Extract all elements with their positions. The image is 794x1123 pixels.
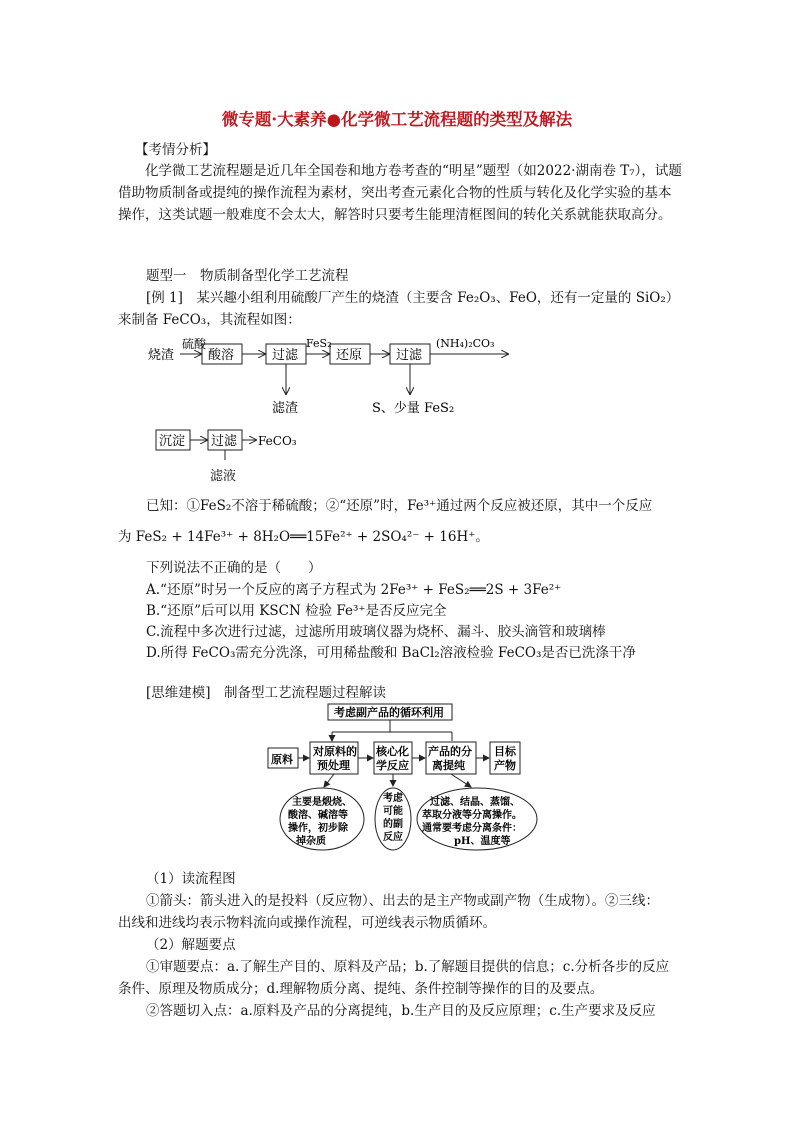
- target-product-box-line1: 目标: [494, 745, 516, 758]
- raw-material-box: 原料: [271, 753, 293, 766]
- separation-note-1: 过滤、结晶、蒸馏、: [430, 797, 520, 808]
- side-reaction-note-3: 的副: [383, 819, 403, 830]
- example1-line1: [例 1] 某兴趣小组利用硫酸厂产生的烧渣（主要含 Fe₂O₃、FeO，还有一定量的 SiO₂）: [146, 290, 680, 306]
- core-reaction-box-line2: 学反应: [376, 759, 409, 772]
- flow-reagent-ammonium-carbonate: (NH₄)₂CO₃: [436, 337, 495, 350]
- target-product-box-line2: 产物: [494, 759, 516, 772]
- analysis-paragraph: 化学微工艺流程题是近几年全国卷和地方卷考查的“明星”题型（如2022·湖南卷 T₇），试题借助物质制备或提纯的操作流程为素材，突出考查元素化合物的性质与转化及化学实验的基本操作，这类试题一般难度不会太大，解答时只要考生能理清框图间的转化关系就能获取高分。: [118, 163, 682, 223]
- flow-start-label: 烧渣: [148, 348, 175, 363]
- thinking-model-diagram: [262, 702, 552, 862]
- pretreatment-box-line1: 对原料的: [313, 745, 357, 758]
- option-d[interactable]: D.所得 FeCO₃需充分洗涤，可用稀盐酸和 BaCl₂溶液检验 FeCO₃是否已洗涤干净: [146, 645, 636, 661]
- model-heading: [思维建模] 制备型工艺流程题过程解读: [146, 685, 387, 701]
- solve-point-1b: 条件、原理及物质成分；d.理解物质分离、提纯、条件控制等操作的目的及要点。: [118, 981, 604, 997]
- solve-heading: （2）解题要点: [146, 937, 236, 953]
- question: 下列说法不正确的是（ ）: [146, 560, 322, 576]
- example1-line2: 来制备 FeCO₃，其流程如图：: [118, 312, 301, 328]
- flow-reagent-sulfuric: 硫酸: [182, 337, 207, 351]
- recycle-byproduct-label: 考虑副产品的循环利用: [334, 706, 444, 719]
- flow-reagent-fes2: FeS₂: [306, 337, 332, 350]
- known-line2: 为 FeS₂ + 14Fe³⁺ + 8H₂O══15Fe²⁺ + 2SO₄²⁻ + 16H⁺。: [118, 529, 489, 545]
- separation-note-3: 通常要考虑分离条件：: [422, 823, 522, 834]
- read-heading: （1）读流程图: [146, 871, 236, 887]
- flow-box-precipitate: 沉淀: [159, 434, 186, 449]
- solve-point-1a: ①审题要点：a.了解生产目的、原料及产品；b.了解题目提供的信息；c.分析各步的反应: [146, 959, 670, 975]
- separation-box-line2: 离提纯: [432, 759, 465, 772]
- pretreatment-note-4: 掉杂质: [296, 836, 326, 847]
- flow-box-filter-1: 过滤: [272, 348, 299, 363]
- read-text-2: 出线和进线均表示物料流向或操作流程，可逆线表示物质循环。: [118, 915, 496, 931]
- option-c[interactable]: C.流程中多次进行过滤，过滤所用玻璃仪器为烧杯、漏斗、胶头滴管和玻璃棒: [146, 624, 606, 640]
- page-title: 微专题·大素养●化学微工艺流程题的类型及解法: [221, 110, 573, 129]
- side-reaction-note-2: 可能: [383, 806, 403, 817]
- core-reaction-box-line1: 核心化: [376, 745, 409, 758]
- flow-output-residue: 滤渣: [272, 401, 299, 416]
- read-text-1: ①箭头：箭头进入的是投料（反应物）、出去的是主产物或副产物（生成物）。②三线：: [146, 893, 659, 909]
- side-reaction-note-4: 反应: [383, 832, 403, 843]
- solve-point-2a: ②答题切入点：a.原料及产品的分离提纯，b.生产目的及反应原理；c.生产要求及反应: [146, 1003, 656, 1019]
- separation-note-4: pH、温度等: [454, 836, 511, 847]
- separation-note-2: 萃取分液等分离操作。: [422, 810, 522, 821]
- flow-box-reduce: 还原: [336, 348, 363, 363]
- type1-heading: 题型一 物质制备型化学工艺流程: [146, 268, 349, 284]
- pretreatment-note-1: 主要是煅烧、: [292, 797, 352, 808]
- flow-box-filter-3: 过滤: [211, 434, 238, 449]
- pretreatment-box-line2: 预处理: [317, 759, 350, 772]
- flow-output-filtrate: 滤液: [210, 469, 237, 484]
- side-reaction-note-1: 考虑: [383, 793, 403, 804]
- flow-box-filter-2: 过滤: [396, 348, 423, 363]
- pretreatment-note-2: 酸溶、碱溶等: [288, 810, 348, 821]
- option-b[interactable]: B.“还原”后可以用 KSCN 检验 Fe³⁺是否反应完全: [146, 603, 447, 619]
- flow-box-acid-dissolve: 酸溶: [208, 348, 235, 363]
- process-flow-diagram: [140, 328, 540, 470]
- option-a[interactable]: A.“还原”时另一个反应的离子方程式为 2Fe³⁺ + FeS₂══2S + 3Fe²⁺: [146, 582, 562, 598]
- separation-box-line1: 产品的分: [428, 745, 472, 758]
- pretreatment-note-3: 操作，初步除: [288, 823, 348, 834]
- flow-product-feco3: FeCO₃: [258, 434, 297, 448]
- flow-output-sulfur: S、少量 FeS₂: [372, 401, 455, 416]
- known-line1: 已知：①FeS₂不溶于稀硫酸；②“还原”时，Fe³⁺通过两个反应被还原，其中一个反应: [146, 498, 653, 514]
- analysis-heading: 【考情分析】: [135, 142, 216, 158]
